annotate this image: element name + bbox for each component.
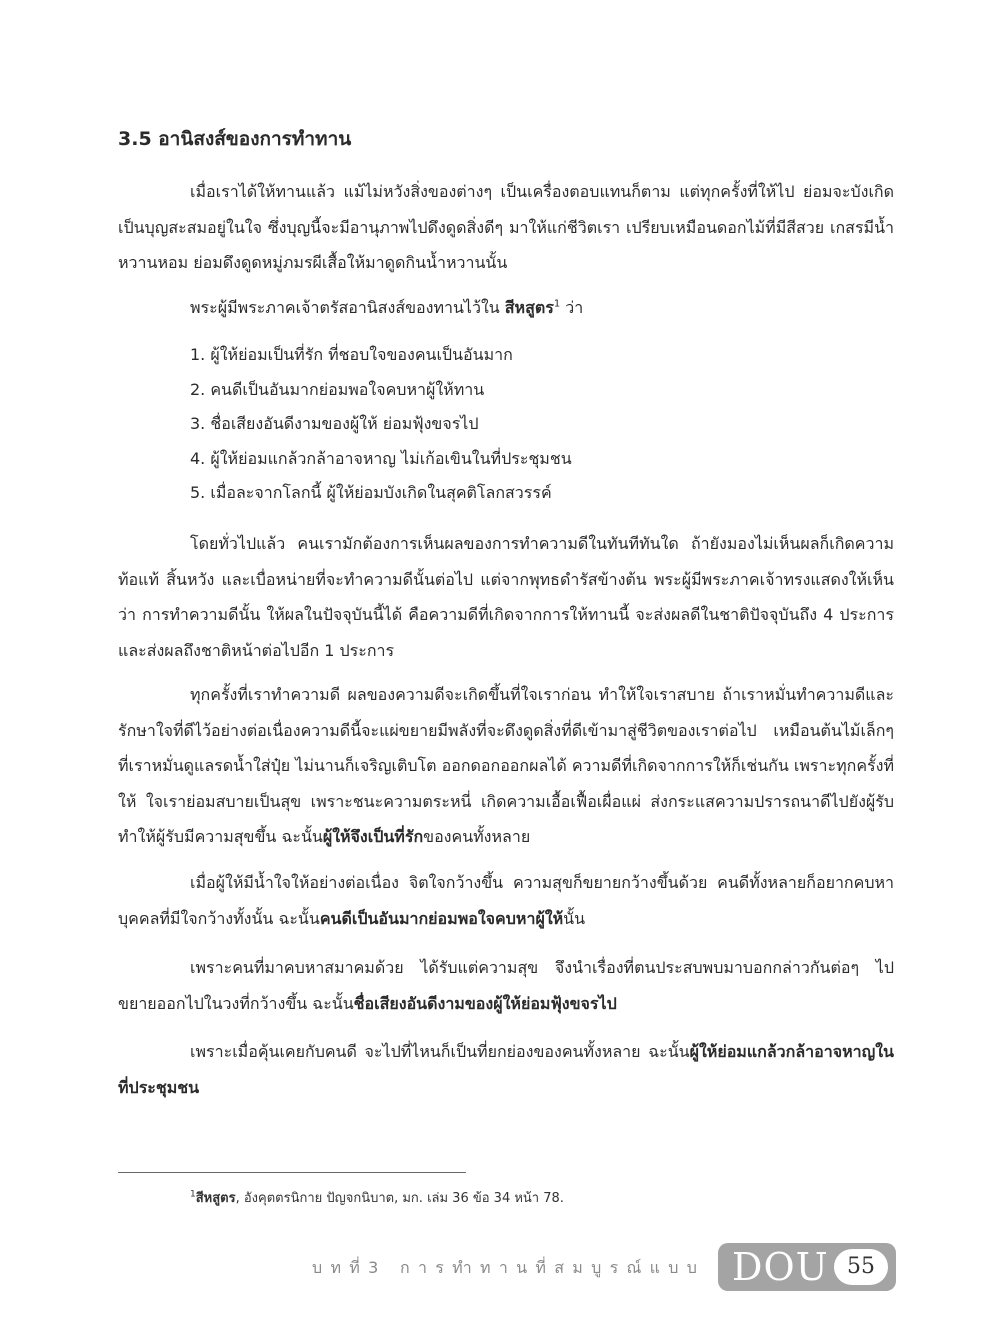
benefit3-text: เพราะคนที่มาคบหาสมาคมด้วย ได้รับแต่ความสุข จึงนำเรื่องที่ตนประสบพบมาบอกกล่าวกันต่อๆ ไป ขยายออกไปในวงที่กว้างขึ้น ฉะนั้น xyxy=(118,958,894,1013)
chapter-running-footer: บทที่3 การทำทานที่สมบูรณ์แบบ xyxy=(312,1258,706,1277)
benefit-item: 1. ผู้ให้ย่อมเป็นที่รัก ที่ชอบใจของคนเป็นอันมาก xyxy=(190,345,513,364)
section-heading: 3.5 อานิสงส์ของการทำทาน xyxy=(118,128,352,150)
benefits-list xyxy=(190,338,572,511)
benefit1-emphasis: ผู้ให้จึงเป็นที่รัก xyxy=(322,827,424,846)
benefit1-paragraph xyxy=(118,677,894,855)
benefit-item: 3. ชื่อเสียงอันดีงามของผู้ให้ ย่อมฟุ้งขจรไป xyxy=(190,414,479,433)
lead-text: พระผู้มีพระภาคเจ้าตรัสอานิสงส์ของทานไว้ใน xyxy=(190,298,505,317)
benefit2-emphasis: คนดีเป็นอันมากย่อมพอใจคบหาผู้ให้ xyxy=(319,908,564,928)
benefit3-emphasis: ชื่อเสียงอันดีงามของผู้ให้ย่อมฟุ้งขจรไป xyxy=(353,993,617,1013)
benefit-item: 2. คนดีเป็นอันมากย่อมพอใจคบหาผู้ให้ทาน xyxy=(190,379,485,399)
benefit2-suffix: นั้น xyxy=(563,908,586,928)
benefit-item: 5. เมื่อละจากโลกนี้ ผู้ให้ย่อมบังเกิดในสุคติโลกสวรรค์ xyxy=(190,483,552,502)
sutta-lead-line xyxy=(190,290,583,325)
footnote-mark: 1 xyxy=(190,1189,196,1200)
footnote-title: สีหสูตร xyxy=(195,1191,236,1206)
footnote-text: , อังคุตตรนิกาย ปัญจกนิบาต, มก. เล่ม 36 ข้อ 34 หน้า 78. xyxy=(235,1191,564,1206)
lead-suffix: ว่า xyxy=(560,298,584,317)
benefit2-paragraph xyxy=(118,865,894,936)
footnote xyxy=(190,1188,564,1210)
sutta-name: สีหสูตร xyxy=(504,298,554,317)
benefit2-text: เมื่อผู้ให้มีน้ำใจให้อย่างต่อเนื่อง จิตใจกว้างขึ้น ความสุขก็ขยายกว้างขึ้นด้วย คนดีทั้งหลายก็อยากคบหาบุคคลที่มีใจกว้างทั้งนั้น ฉะนั้น xyxy=(118,873,894,928)
page-number: 55 xyxy=(834,1249,888,1285)
benefit4-paragraph xyxy=(118,1034,894,1105)
benefit4-emphasis: ผู้ให้ย่อมแกล้วกล้าอาจหาญในที่ประชุมชน xyxy=(118,1042,894,1097)
intro-paragraph xyxy=(118,174,894,281)
general-text: โดยทั่วไปแล้ว คนเรามักต้องการเห็นผลของการทำความดีในทันทีทันใด ถ้ายังมองไม่เห็นผลก็เกิดความท้อแท้ สิ้นหวัง และเบื่อหน่ายที่จะทำความดีนั้นต่อไป แต่จากพุทธดำรัสข้างต้น พระผู้มีพระภาคเจ้าทรงแสดงให้เห็นว่า การทำความดีนั้น ให้ผลในปัจจุบันนี้ได้ คือความดีที่เกิดจากการให้ทานนี้ จะส่งผลดีในชาติปัจจุบันถึง 4 ประการ และส่งผลถึงชาติหน้าต่อไปอีก 1 ประการ xyxy=(118,534,894,660)
footnote-reference[interactable]: 1 xyxy=(553,298,561,310)
general-paragraph xyxy=(118,526,894,668)
benefit4-text: เพราะเมื่อคุ้นเคยกับคนดี จะไปที่ไหนก็เป็นที่ยกย่องของคนทั้งหลาย ฉะนั้น xyxy=(190,1042,690,1061)
benefit3-paragraph xyxy=(118,950,894,1021)
footnote-divider xyxy=(118,1172,466,1173)
benefit1-text: ทุกครั้งที่เราทำความดี ผลของความดีจะเกิดขึ้นที่ใจเราก่อน ทำให้ใจเราสบาย ถ้าเราหมั่นทำความดีและรักษาใจที่ดีไว้อย่างต่อเนื่องความดีนี้จะแผ่ขยายมีพลังที่จะดึงดูดสิ่งที่ดีเข้ามาสู่ชีวิตของเราต่อไป เหมือนต้นไม้เล็กๆ ที่เราหมั่นดูแลรดน้ำใส่ปุ๋ย ไม่นานก็เจริญเติบโต ออกดอกออกผลได้ ความดีที่เกิดจากการให้ก็เช่นกัน เพราะทุกครั้งที่ให้ ใจเราย่อมสบายเป็นสุข เพราะชนะความตระหนี่ เกิดความเอื้อเฟื้อเผื่อแผ่ ส่งกระแสความปรารถนาดีไปยังผู้รับ ทำให้ผู้รับมีความสุขขึ้น ฉะนั้น xyxy=(118,685,894,846)
benefit-item: 4. ผู้ให้ย่อมแกล้วกล้าอาจหาญ ไม่เก้อเขินในที่ประชุมชน xyxy=(190,448,572,468)
dou-logo: DOU xyxy=(732,1245,829,1289)
benefit1-suffix: ของคนทั้งหลาย xyxy=(423,827,531,846)
dou-page-badge xyxy=(718,1243,896,1291)
intro-text: เมื่อเราได้ให้ทานแล้ว แม้ไม่หวังสิ่งของต่างๆ เป็นเครื่องตอบแทนก็ตาม แต่ทุกครั้งที่ให้ไป ย่อมจะบังเกิดเป็นบุญสะสมอยู่ในใจ ซึ่งบุญนี้จะมีอานุภาพไปดึงดูดสิ่งดีๆ มาให้แก่ชีวิตเรา เปรียบเหมือนดอกไม้ที่มีสีสวย เกสรมีน้ำหวานหอม ย่อมดึงดูดหมู่ภมรผีเสื้อให้มาดูดกินน้ำหวานนั้น xyxy=(118,182,894,272)
